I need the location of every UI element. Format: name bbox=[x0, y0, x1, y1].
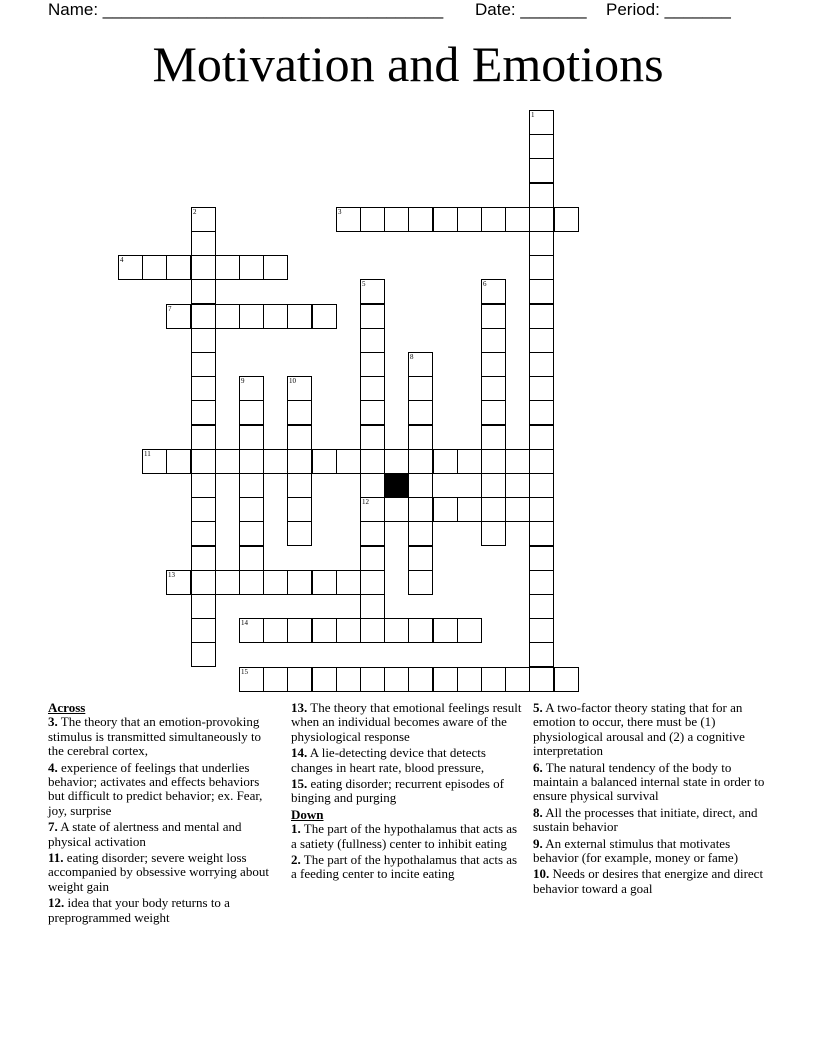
grid-cell[interactable] bbox=[529, 449, 554, 474]
clue-number: 9 bbox=[241, 377, 245, 385]
grid-cell[interactable] bbox=[287, 304, 312, 329]
clue-item-number: 7. bbox=[48, 819, 58, 835]
grid-cell[interactable] bbox=[529, 255, 554, 280]
grid-cell[interactable] bbox=[263, 449, 288, 474]
grid-cell[interactable] bbox=[433, 207, 458, 232]
clue-number: 12 bbox=[362, 498, 369, 506]
clue-item bbox=[291, 853, 525, 882]
clue-item-number: 12. bbox=[48, 895, 65, 911]
clue-item bbox=[291, 701, 525, 744]
clue-number: 7 bbox=[168, 305, 172, 313]
grid-cell[interactable] bbox=[529, 279, 554, 304]
grid-cell[interactable] bbox=[239, 425, 264, 450]
grid-cell[interactable] bbox=[263, 570, 288, 595]
clue-item-text: A lie-detecting device that detects changes in heart rate, blood pressure, bbox=[291, 745, 486, 775]
grid-cell[interactable] bbox=[166, 449, 191, 474]
grid-cell[interactable] bbox=[263, 304, 288, 329]
grid-cell[interactable] bbox=[191, 279, 216, 304]
clue-item bbox=[48, 820, 278, 849]
grid-cell[interactable] bbox=[529, 473, 554, 498]
clue-item-number: 2. bbox=[291, 852, 301, 868]
grid-cell[interactable] bbox=[312, 304, 337, 329]
clue-number: 8 bbox=[410, 353, 414, 361]
clue-item-text: An external stimulus that motivates behavior (for example, money or fame) bbox=[533, 835, 739, 866]
grid-cell[interactable] bbox=[408, 400, 433, 425]
grid-cell[interactable] bbox=[191, 207, 216, 232]
period-field[interactable]: Period: _______ bbox=[606, 0, 731, 19]
clue-item bbox=[533, 867, 769, 896]
clue-item-number: 8. bbox=[533, 804, 543, 820]
grid-cell[interactable] bbox=[142, 449, 167, 474]
grid-cell[interactable] bbox=[433, 497, 458, 522]
grid-cell[interactable] bbox=[287, 449, 312, 474]
clue-number: 14 bbox=[241, 619, 248, 627]
clue-item-number: 11. bbox=[48, 850, 64, 866]
grid-cell[interactable] bbox=[554, 667, 579, 692]
clue-item-text: experience of feelings that underlies behavior; activates and effects behaviors but difficult to predict behavior; ex. Fear, joy, surprise bbox=[48, 759, 263, 818]
grid-cell[interactable] bbox=[481, 304, 506, 329]
grid-cell[interactable] bbox=[312, 449, 337, 474]
grid-cell[interactable] bbox=[166, 255, 191, 280]
grid-cell[interactable] bbox=[481, 400, 506, 425]
grid-cell[interactable] bbox=[336, 207, 361, 232]
clue-item bbox=[48, 715, 278, 758]
grid-cell[interactable] bbox=[287, 473, 312, 498]
grid-cell[interactable] bbox=[287, 570, 312, 595]
grid-cell[interactable] bbox=[360, 207, 385, 232]
black-square bbox=[384, 473, 409, 498]
grid-cell[interactable] bbox=[336, 570, 361, 595]
grid-cell[interactable] bbox=[360, 376, 385, 401]
clue-item bbox=[533, 837, 769, 866]
grid-cell[interactable] bbox=[360, 400, 385, 425]
grid-cell[interactable] bbox=[408, 618, 433, 643]
grid-cell[interactable] bbox=[529, 328, 554, 353]
grid-cell[interactable] bbox=[239, 546, 264, 571]
grid-cell[interactable] bbox=[191, 570, 216, 595]
grid-cell[interactable] bbox=[529, 352, 554, 377]
clue-item bbox=[48, 896, 278, 925]
grid-cell[interactable] bbox=[529, 667, 554, 692]
grid-cell[interactable] bbox=[360, 570, 385, 595]
grid-cell[interactable] bbox=[457, 618, 482, 643]
date-field[interactable]: Date: _______ bbox=[475, 0, 587, 19]
grid-cell[interactable] bbox=[529, 400, 554, 425]
grid-cell[interactable] bbox=[529, 110, 554, 135]
clue-item-number: 13. bbox=[291, 700, 308, 715]
clue-number: 6 bbox=[483, 280, 487, 288]
grid-cell[interactable] bbox=[239, 497, 264, 522]
grid-cell[interactable] bbox=[239, 667, 264, 692]
grid-cell[interactable] bbox=[529, 642, 554, 667]
grid-cell[interactable] bbox=[312, 667, 337, 692]
grid-cell[interactable] bbox=[408, 425, 433, 450]
grid-cell[interactable] bbox=[554, 207, 579, 232]
clue-number: 13 bbox=[168, 571, 175, 579]
grid-cell[interactable] bbox=[408, 449, 433, 474]
grid-cell[interactable] bbox=[360, 304, 385, 329]
grid-cell[interactable] bbox=[239, 304, 264, 329]
grid-cell[interactable] bbox=[215, 570, 240, 595]
grid-cell[interactable] bbox=[239, 521, 264, 546]
grid-cell[interactable] bbox=[529, 376, 554, 401]
name-field[interactable]: Name: ____________________________________ bbox=[48, 0, 444, 19]
clue-item-text: The theory that emotional feelings result when an individual becomes aware of the physiological response bbox=[291, 700, 522, 744]
grid-cell[interactable] bbox=[408, 497, 433, 522]
grid-cell[interactable] bbox=[481, 667, 506, 692]
clue-item bbox=[291, 777, 525, 806]
clue-item-number: 4. bbox=[48, 759, 58, 775]
grid-cell[interactable] bbox=[142, 255, 167, 280]
clue-number: 4 bbox=[120, 256, 124, 264]
grid-cell[interactable] bbox=[529, 570, 554, 595]
grid-cell[interactable] bbox=[191, 400, 216, 425]
grid-cell[interactable] bbox=[191, 618, 216, 643]
grid-cell[interactable] bbox=[457, 449, 482, 474]
clue-item-text: Needs or desires that energize and direct behavior toward a goal bbox=[533, 866, 764, 896]
clue-item-number: 15. bbox=[291, 776, 308, 792]
clue-item bbox=[48, 761, 278, 819]
grid-cell[interactable] bbox=[481, 279, 506, 304]
grid-cell[interactable] bbox=[191, 521, 216, 546]
page-title: Motivation and Emotions bbox=[152, 36, 664, 92]
clue-item-number: 9. bbox=[533, 835, 543, 851]
grid-cell[interactable] bbox=[263, 255, 288, 280]
grid-cell[interactable] bbox=[360, 497, 385, 522]
grid-cell[interactable] bbox=[239, 618, 264, 643]
grid-cell[interactable] bbox=[360, 279, 385, 304]
grid-cell[interactable] bbox=[191, 425, 216, 450]
grid-cell[interactable] bbox=[287, 618, 312, 643]
clue-item-number: 5. bbox=[533, 700, 543, 715]
grid-cell[interactable] bbox=[239, 449, 264, 474]
grid-cell[interactable] bbox=[457, 667, 482, 692]
grid-cell[interactable] bbox=[408, 207, 433, 232]
grid-cell[interactable] bbox=[191, 304, 216, 329]
clue-item-text: The part of the hypothalamus that acts as a feeding center to incite eating bbox=[291, 852, 518, 882]
grid-cell[interactable] bbox=[481, 473, 506, 498]
clue-number: 5 bbox=[362, 280, 366, 288]
clue-item bbox=[533, 806, 769, 835]
clue-item-number: 1. bbox=[291, 821, 301, 837]
grid-cell[interactable] bbox=[287, 667, 312, 692]
grid-cell[interactable] bbox=[433, 618, 458, 643]
grid-cell[interactable] bbox=[360, 328, 385, 353]
clue-number: 3 bbox=[338, 208, 342, 216]
grid-cell[interactable] bbox=[529, 134, 554, 159]
grid-cell[interactable] bbox=[408, 352, 433, 377]
clue-item bbox=[48, 851, 278, 894]
grid-cell[interactable] bbox=[384, 449, 409, 474]
grid-cell[interactable] bbox=[529, 207, 554, 232]
grid-cell[interactable] bbox=[215, 255, 240, 280]
clue-item-number: 3. bbox=[48, 714, 58, 730]
grid-cell[interactable] bbox=[457, 207, 482, 232]
grid-cell[interactable] bbox=[408, 667, 433, 692]
clue-column-2 bbox=[291, 701, 525, 884]
grid-cell[interactable] bbox=[408, 521, 433, 546]
grid-cell[interactable] bbox=[481, 449, 506, 474]
grid-cell[interactable] bbox=[191, 449, 216, 474]
down-heading: Down bbox=[291, 806, 324, 822]
across-heading: Across bbox=[48, 700, 86, 715]
grid-cell[interactable] bbox=[481, 328, 506, 353]
clue-item-text: The theory that an emotion-provoking stimulus is transmitted simultaneously to the cerebral cortex, bbox=[48, 714, 262, 759]
grid-cell[interactable] bbox=[215, 304, 240, 329]
clue-item-text: The part of the hypothalamus that acts as a satiety (fullness) center to inhibit eating bbox=[291, 821, 518, 851]
grid-cell[interactable] bbox=[191, 376, 216, 401]
clue-item bbox=[533, 701, 769, 759]
grid-cell[interactable] bbox=[239, 376, 264, 401]
grid-cell[interactable] bbox=[336, 618, 361, 643]
grid-cell[interactable] bbox=[529, 158, 554, 183]
grid-cell[interactable] bbox=[336, 667, 361, 692]
grid-cell[interactable] bbox=[360, 667, 385, 692]
grid-cell[interactable] bbox=[312, 570, 337, 595]
grid-cell[interactable] bbox=[336, 449, 361, 474]
grid-cell[interactable] bbox=[263, 667, 288, 692]
grid-cell[interactable] bbox=[263, 618, 288, 643]
clue-number: 15 bbox=[241, 668, 248, 676]
grid-cell[interactable] bbox=[287, 521, 312, 546]
grid-cell[interactable] bbox=[191, 594, 216, 619]
clue-item-text: The natural tendency of the body to maintain a balanced internal state in order to ensure physical survival bbox=[533, 759, 765, 804]
grid-cell[interactable] bbox=[191, 473, 216, 498]
grid-cell[interactable] bbox=[191, 546, 216, 571]
grid-cell[interactable] bbox=[239, 473, 264, 498]
grid-cell[interactable] bbox=[215, 449, 240, 474]
grid-cell[interactable] bbox=[481, 352, 506, 377]
grid-cell[interactable] bbox=[239, 400, 264, 425]
grid-cell[interactable] bbox=[529, 425, 554, 450]
clue-number: 11 bbox=[144, 450, 151, 458]
grid-cell[interactable] bbox=[408, 570, 433, 595]
grid-cell[interactable] bbox=[191, 231, 216, 256]
clue-column-3 bbox=[533, 701, 769, 898]
grid-cell[interactable] bbox=[481, 425, 506, 450]
grid-cell[interactable] bbox=[481, 207, 506, 232]
grid-cell[interactable] bbox=[118, 255, 143, 280]
clue-item bbox=[533, 761, 769, 804]
grid-cell[interactable] bbox=[529, 618, 554, 643]
grid-cell[interactable] bbox=[529, 231, 554, 256]
grid-cell[interactable] bbox=[505, 207, 530, 232]
clue-item-number: 10. bbox=[533, 866, 550, 882]
clue-item-text: idea that your body returns to a preprogrammed weight bbox=[48, 895, 230, 925]
grid-cell[interactable] bbox=[384, 207, 409, 232]
clue-number: 10 bbox=[289, 377, 296, 385]
clue-item-number: 14. bbox=[291, 745, 308, 761]
grid-cell[interactable] bbox=[360, 594, 385, 619]
grid-cell[interactable] bbox=[166, 570, 191, 595]
clue-item-text: All the processes that initiate, direct, and sustain behavior bbox=[533, 804, 758, 835]
clue-number: 1 bbox=[531, 111, 535, 119]
grid-cell[interactable] bbox=[481, 376, 506, 401]
grid-cell[interactable] bbox=[408, 473, 433, 498]
clue-item-text: eating disorder; recurrent episodes of binging and purging bbox=[291, 776, 504, 806]
grid-cell[interactable] bbox=[360, 618, 385, 643]
clue-item bbox=[291, 746, 525, 775]
grid-cell[interactable] bbox=[360, 425, 385, 450]
grid-cell[interactable] bbox=[239, 570, 264, 595]
grid-cell[interactable] bbox=[239, 255, 264, 280]
grid-cell[interactable] bbox=[481, 521, 506, 546]
grid-cell[interactable] bbox=[408, 376, 433, 401]
grid-cell[interactable] bbox=[529, 594, 554, 619]
grid-cell[interactable] bbox=[191, 352, 216, 377]
clue-item-number: 6. bbox=[533, 759, 543, 775]
grid-cell[interactable] bbox=[529, 304, 554, 329]
grid-cell[interactable] bbox=[529, 183, 554, 208]
clue-item-text: eating disorder; severe weight loss accompanied by obsessive worrying about weight gain bbox=[48, 850, 269, 894]
grid-cell[interactable] bbox=[360, 473, 385, 498]
grid-cell[interactable] bbox=[191, 255, 216, 280]
grid-cell[interactable] bbox=[360, 449, 385, 474]
grid-cell[interactable] bbox=[481, 497, 506, 522]
clue-item-text: A two-factor theory stating that for an emotion to occur, there must be (1) physiological arousal and (2) a cognitive interpretation bbox=[533, 700, 745, 759]
grid-cell[interactable] bbox=[360, 352, 385, 377]
grid-cell[interactable] bbox=[529, 521, 554, 546]
grid-cell[interactable] bbox=[191, 642, 216, 667]
clue-item-text: A state of alertness and mental and physical activation bbox=[48, 819, 242, 849]
clue-column-1 bbox=[48, 701, 278, 927]
grid-cell[interactable] bbox=[505, 667, 530, 692]
grid-cell[interactable] bbox=[505, 449, 530, 474]
grid-cell[interactable] bbox=[287, 376, 312, 401]
grid-cell[interactable] bbox=[529, 546, 554, 571]
clue-number: 2 bbox=[193, 208, 197, 216]
grid-cell[interactable] bbox=[408, 546, 433, 571]
grid-cell[interactable] bbox=[360, 521, 385, 546]
grid-cell[interactable] bbox=[287, 400, 312, 425]
grid-cell[interactable] bbox=[433, 667, 458, 692]
grid-cell[interactable] bbox=[384, 618, 409, 643]
clue-item bbox=[291, 822, 525, 851]
grid-cell[interactable] bbox=[191, 497, 216, 522]
grid-cell[interactable] bbox=[529, 497, 554, 522]
grid-cell[interactable] bbox=[384, 667, 409, 692]
grid-cell[interactable] bbox=[287, 497, 312, 522]
grid-cell[interactable] bbox=[433, 449, 458, 474]
grid-cell[interactable] bbox=[287, 425, 312, 450]
grid-cell[interactable] bbox=[505, 497, 530, 522]
grid-cell[interactable] bbox=[166, 304, 191, 329]
grid-cell[interactable] bbox=[312, 618, 337, 643]
grid-cell[interactable] bbox=[191, 328, 216, 353]
grid-cell[interactable] bbox=[457, 497, 482, 522]
grid-cell[interactable] bbox=[360, 546, 385, 571]
grid-cell[interactable] bbox=[384, 497, 409, 522]
